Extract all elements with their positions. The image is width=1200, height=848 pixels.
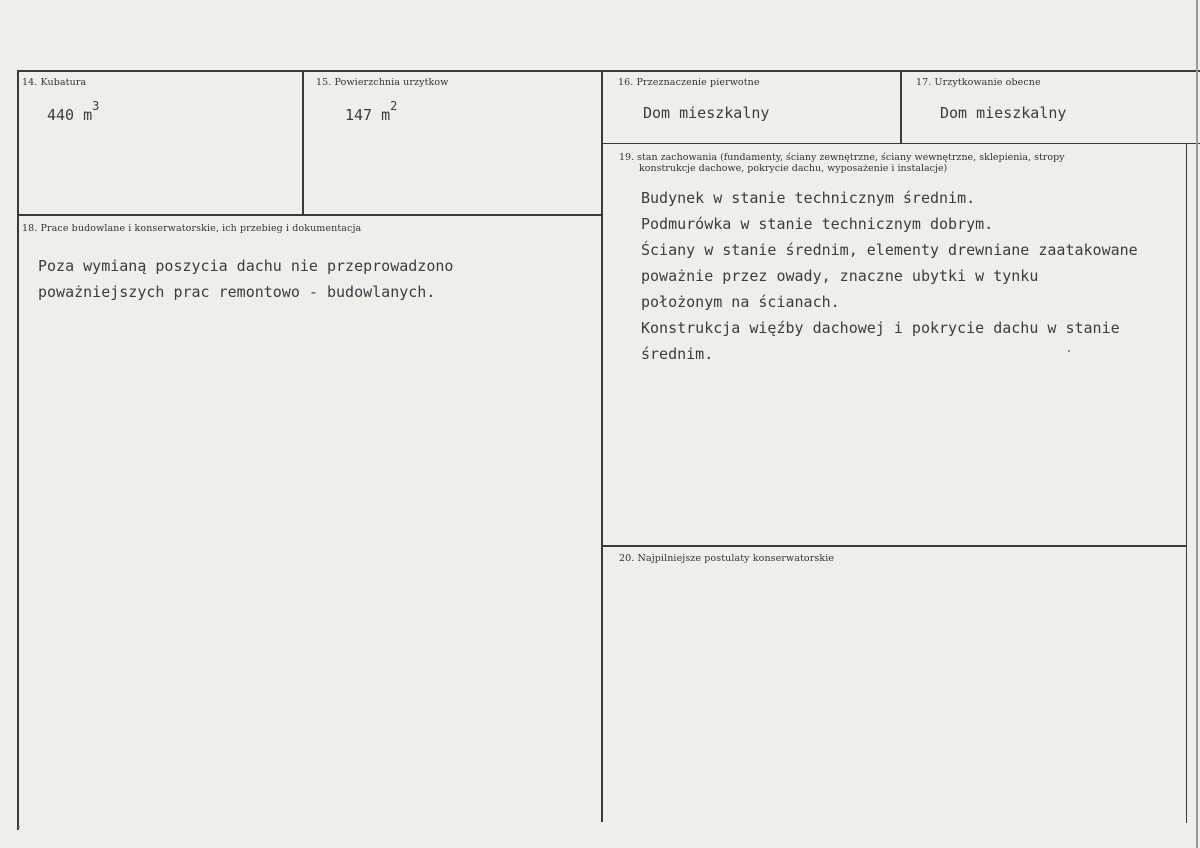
rule-above-20	[603, 545, 1186, 547]
field-18-line: poważniejszych prac remontowo - budowlanych.	[38, 283, 436, 301]
field-14-value	[47, 99, 100, 124]
field-15-number: 147 m	[345, 106, 391, 124]
center-divider	[601, 70, 603, 822]
field-14-number: 440 m	[47, 106, 93, 124]
divider-14-15	[302, 70, 304, 215]
divider-16-17	[900, 70, 902, 144]
rule-under-14-15	[17, 214, 603, 216]
field-19-line: położonym na ścianach.	[641, 293, 840, 311]
field-15-label: 15. Powierzchnia urzytkow	[316, 77, 449, 88]
right-inner-rule	[1186, 143, 1187, 823]
field-14-label: 14. Kubatura	[22, 77, 87, 88]
field-15-value	[345, 99, 398, 124]
field-17-label: 17. Urzytkowanie obecne	[916, 77, 1041, 88]
field-17-value: Dom mieszkalny	[940, 104, 1067, 122]
field-19-label	[619, 152, 1065, 174]
field-19-text	[641, 185, 1138, 367]
field-19-line: Konstrukcja więźby dachowej i pokrycie dachu w stanie	[641, 319, 1120, 337]
field-16-value: Dom mieszkalny	[643, 104, 770, 122]
field-19-line: średnim.	[641, 345, 714, 363]
field-19-label-line1: 19. stan zachowania (fundamenty, ściany zewnętrzne, ściany wewnętrzne, sklepienia, stropy	[619, 152, 1065, 163]
field-16-label: 16. Przeznaczenie pierwotne	[618, 77, 760, 88]
field-19-line: Podmurówka w stanie technicznym dobrym.	[641, 215, 994, 233]
page-right-edge	[1196, 0, 1198, 848]
stray-mark	[1068, 350, 1070, 352]
left-rule	[17, 70, 19, 830]
field-14-unit-sup: 3	[92, 99, 100, 113]
field-18-label: 18. Prace budowlane i konserwatorskie, ich przebieg i dokumentacja	[22, 223, 362, 234]
field-15-unit-sup: 2	[390, 99, 398, 113]
field-19-line: Budynek w stanie technicznym średnim.	[641, 189, 976, 207]
field-19-line: Ściany w stanie średnim, elementy drewniane zaatakowane	[641, 241, 1138, 259]
field-19-label-line2: konstrukcje dachowe, pokrycie dachu, wyposażenie i instalacje)	[639, 163, 948, 174]
top-rule	[17, 70, 1200, 72]
stray-mark	[18, 826, 20, 828]
field-18-line: Poza wymianą poszycia dachu nie przeprowadzono	[38, 257, 454, 275]
field-18-text	[38, 253, 453, 305]
field-19-line: poważnie przez owady, znaczne ubytki w tynku	[641, 267, 1039, 285]
rule-under-16-17	[603, 143, 1200, 144]
field-20-label: 20. Najpilniejsze postulaty konserwatorskie	[619, 553, 835, 564]
